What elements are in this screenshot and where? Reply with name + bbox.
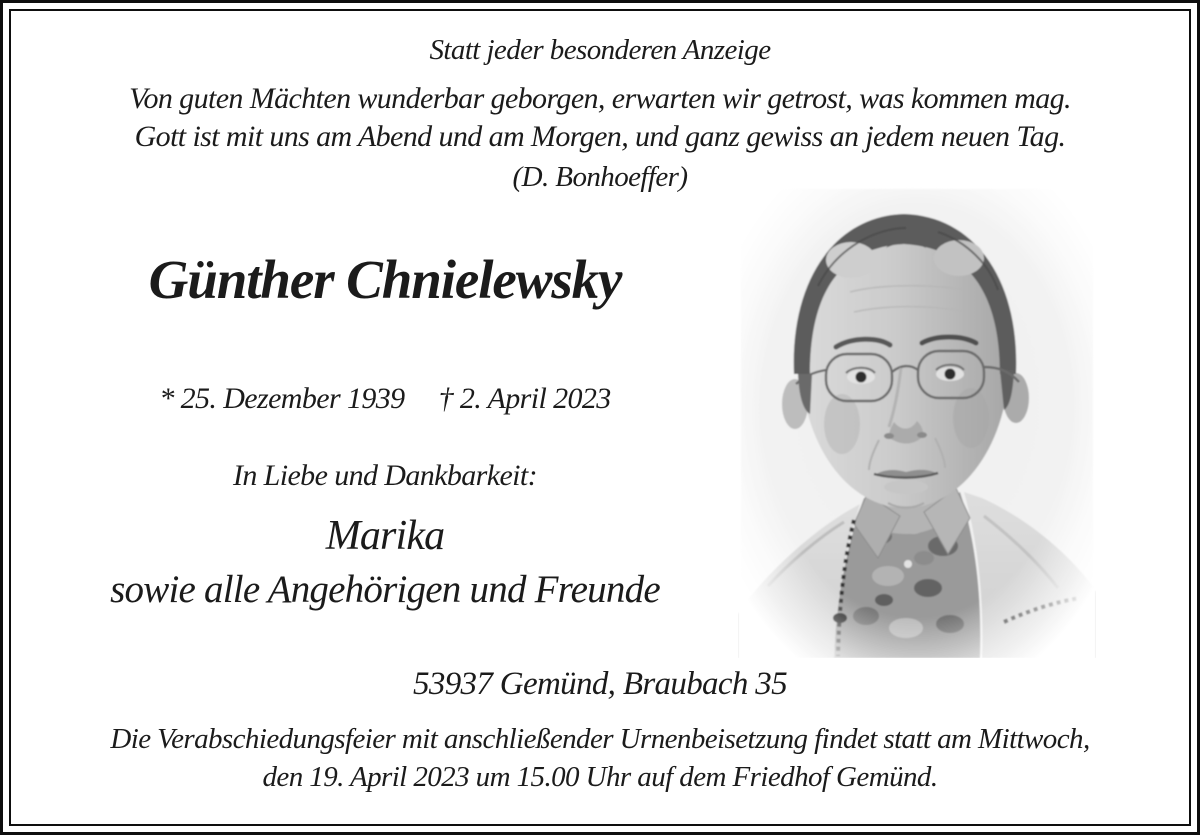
- quote-line-1: Von guten Mächten wunderbar geborgen, erwarten wir getrost, was kommen mag.: [129, 82, 1071, 115]
- farewell-closing: In Liebe und Dankbarkeit:: [232, 459, 538, 492]
- mourner-name: Marika: [325, 513, 445, 559]
- portrait-photo: [738, 186, 1096, 658]
- death-date: † 2. April 2023: [438, 382, 611, 415]
- mourners-extra: sowie alle Angehörigen und Freunde: [110, 568, 660, 611]
- preamble-text: Statt jeder besonderen Anzeige: [429, 34, 771, 66]
- funeral-info-line-1: Die Verabschiedungsfeier mit anschließender Urnenbeisetzung findet statt am Mittwoch,: [110, 723, 1090, 755]
- birth-date: * 25. Dezember 1939: [159, 382, 405, 415]
- funeral-info-line-2: den 19. April 2023 um 15.00 Uhr auf dem Friedhof Gemünd.: [262, 761, 938, 793]
- portrait-photo-graphic: [738, 186, 1096, 658]
- life-dates: [45, 382, 725, 417]
- quote-line-2: Gott ist mit uns am Abend und am Morgen, und ganz gewiss an jedem neuen Tag.: [134, 120, 1066, 153]
- deceased-name: Günther Chnielewsky: [148, 249, 622, 310]
- quote-attribution: (D. Bonhoeffer): [512, 161, 688, 193]
- address-line: 53937 Gemünd, Braubach 35: [413, 666, 787, 702]
